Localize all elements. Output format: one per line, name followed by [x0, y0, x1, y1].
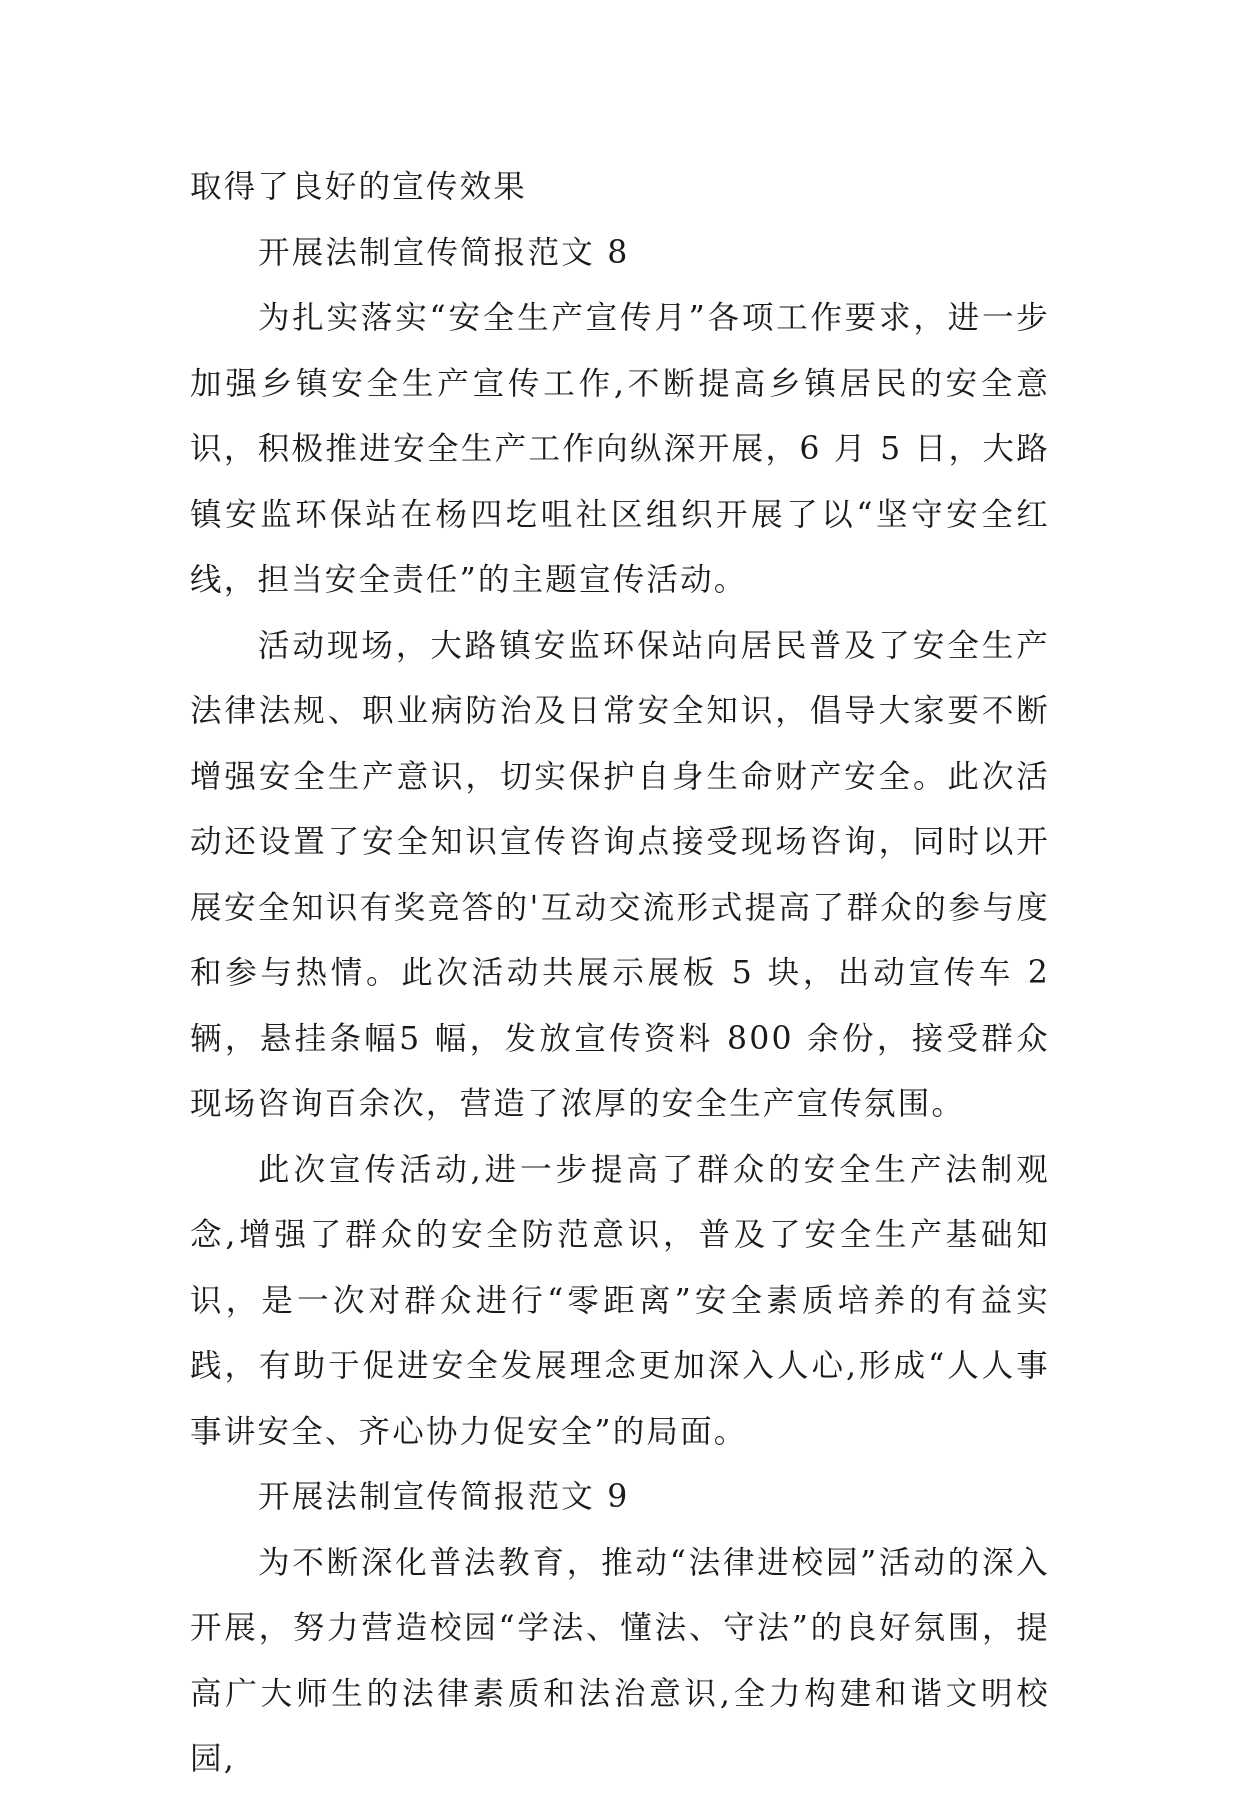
paragraph: 为扎实落实“安全生产宣传月”各项工作要求，进一步加强乡镇安全生产宣传工作,不断提高乡镇居民的安全意识，积极推进安全生产工作向纵深开展，6 月 5 日，大路镇安监环保站在杨四圪咀社区组织开展了以“坚守安全红线，担当安全责任”的主题宣传活动。 — [190, 300, 1050, 598]
paragraph: 活动现场，大路镇安监环保站向居民普及了安全生产法律法规、职业病防治及日常安全知识，倡导大家要不断增强安全生产意识，切实保护自身生命财产安全。此次活动还设置了安全知识宣传咨询点接受现场咨询，同时以开展安全知识有奖竞答的'互动交流形式提高了群众的参与度和参与热情。此次活动共展示展板 5 块，出动宣传车 2 辆，悬挂条幅5 幅，发放宣传资料 800 余份，接受群众现场咨询百余次，营造了浓厚的安全生产宣传氛围。 — [190, 627, 1050, 1122]
section-heading-9: 开展法制宣传简报范文 9 — [258, 1479, 630, 1515]
paragraph-continuation: 取得了良好的宣传效果 — [190, 169, 528, 205]
document-body — [190, 155, 1050, 1793]
paragraph: 此次宣传活动,进一步提高了群众的安全生产法制观念,增强了群众的安全防范意识，普及了安全生产基础知识，是一次对群众进行“零距离”安全素质培养的有益实践，有助于促进安全发展理念更加深入人心,形成“人人事事讲安全、齐心协力促安全”的局面。 — [190, 1151, 1050, 1450]
paragraph: 为不断深化普法教育，推动“法律进校园”活动的深入开展，努力营造校园“学法、懂法、守法”的良好氛围，提高广大师生的法律素质和法治意识,全力构建和谐文明校园, — [190, 1544, 1050, 1777]
section-heading-8: 开展法制宣传简报范文 8 — [258, 234, 630, 271]
